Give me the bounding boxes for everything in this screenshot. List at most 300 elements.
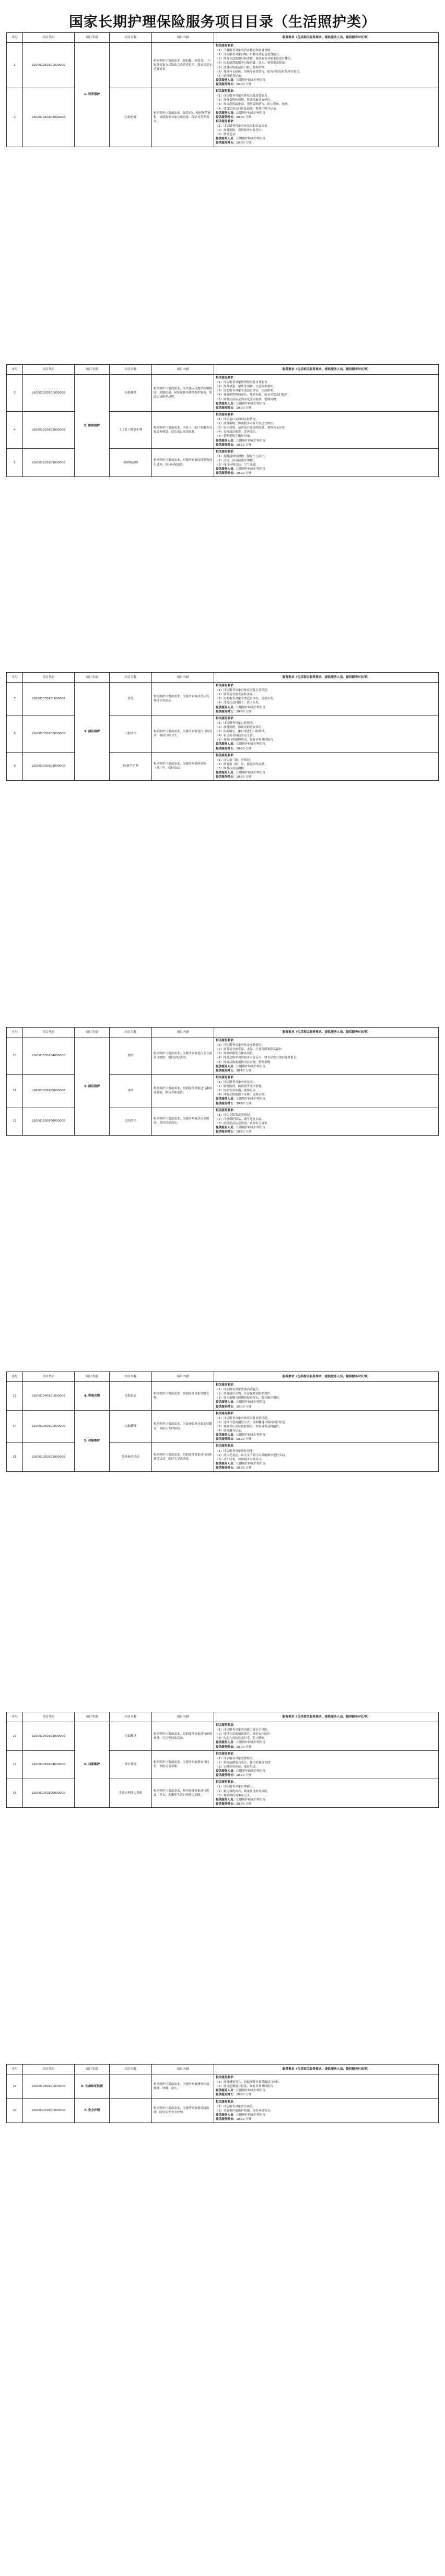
- table-row: [7, 752, 439, 781]
- requirements-heading: 相关服务要求：: [216, 1384, 237, 1387]
- row-index: 17: [7, 1750, 23, 1779]
- header-row: [7, 1028, 439, 1037]
- requirements-heading: 相关服务要求：: [216, 376, 237, 379]
- header-name: 项目名称: [110, 2065, 152, 2074]
- requirement-meta-label: 提供服务时长：: [216, 1466, 237, 1470]
- requirement-item: （6）观察有无呛咳、误吸等异常情况，如有异常及时处理并报告。: [216, 70, 302, 74]
- requirement-meta: [216, 467, 437, 471]
- requirement-meta-label: 提供服务人员：: [216, 771, 237, 775]
- item-code: LS0001010101000000: [23, 43, 75, 88]
- requirement-item: （3）定时检查体位，保持舒适。: [216, 1765, 259, 1769]
- requirement-meta-value: 20-30 分钟: [236, 115, 252, 119]
- requirement-meta-value: 长期照护师或护理员等: [236, 1770, 266, 1773]
- catalog-page: [6, 1027, 439, 1136]
- requirement-meta: [216, 1740, 437, 1745]
- requirement-meta: [216, 406, 437, 410]
- requirement-meta: [216, 1065, 437, 1069]
- item-code: LS0001010102000000: [23, 88, 75, 147]
- requirement-meta-label: 提供服务人员：: [216, 1098, 237, 1101]
- header-content: 项目内涵: [152, 1712, 214, 1722]
- requirement-item: （3）修剪后清洁用物。: [216, 767, 247, 770]
- requirement-item: （3）取下便袋，清洁造口及周围皮肤，观察有无异常。: [216, 426, 288, 430]
- header-category: 项目类别: [75, 1712, 110, 1722]
- requirement-meta-value: 10-20 分钟: [236, 1438, 252, 1441]
- requirement-meta-label: 提供服务人员：: [216, 1462, 237, 1465]
- requirement-meta-value: 10-20 分钟: [236, 2117, 252, 2121]
- requirement-item: （3）观察受压部位皮肤情况，如有异常及时报告。: [216, 1425, 282, 1428]
- item-name: 洗发: [110, 683, 152, 715]
- item-name: 生活自理能力训练: [110, 1779, 152, 1808]
- requirements-heading: 相关服务要求：: [216, 120, 237, 123]
- service-requirements: [214, 2098, 439, 2123]
- header-content: 项目内涵: [152, 365, 214, 375]
- requirement-meta: [216, 1462, 437, 1466]
- requirement-meta: [216, 1437, 437, 1441]
- item-code: LS0001050103000000: [23, 1722, 75, 1751]
- item-content: 根据照护计划或需求，协助服务对象进行淋浴或盆浴，保持身体清洁。: [152, 1074, 214, 1107]
- requirement-item: （1）评估指（趾）甲情况。: [216, 758, 253, 762]
- item-category: 7. 安全护理: [75, 2098, 110, 2123]
- requirement-meta: [216, 1773, 437, 1778]
- item-content: 根据照护计划或需求，为失能人员提供如厕协助、便器使用、尿垫更换等排泄照护服务，帮助完成排泄过程。: [152, 375, 214, 412]
- header-row: [7, 33, 439, 43]
- requirement-meta-label: 提供服务时长：: [216, 1405, 237, 1409]
- requirement-item: （4）协助或帮助服务对象进食、饮水，观察进食情况。: [216, 62, 288, 65]
- requirement-meta-value: 长期照护师或护理员等: [236, 111, 266, 115]
- row-index: 4: [7, 411, 23, 448]
- requirements-heading: 相关服务要求：: [216, 684, 237, 687]
- item-name: [110, 2098, 152, 2123]
- catalog-page: [6, 32, 439, 147]
- requirement-item: （2）选择合适的辅助器具，做好安全防护。: [216, 1733, 273, 1736]
- item-content: 根据照护计划或需求，为有人工肛门的服务对象更换便袋，清洁造口周围皮肤。: [152, 411, 214, 448]
- requirement-meta: [216, 78, 437, 82]
- requirement-meta-value: 长期照护师或护理员等: [236, 1098, 266, 1101]
- requirement-meta-value: 10-20 分钟: [236, 776, 252, 779]
- table-row: [7, 43, 439, 88]
- requirement-item: （2）选择合适的翻身方式，协助翻身并保持体位舒适。: [216, 1421, 288, 1424]
- table-row: [7, 375, 439, 412]
- requirement-meta-label: 提供服务人员：: [216, 402, 237, 406]
- row-index: 11: [7, 1074, 23, 1107]
- requirements-heading: 相关服务要求：: [216, 1445, 237, 1448]
- requirement-item: （3）保持环境清洁、空气流通。: [216, 463, 259, 467]
- requirement-item: （1）评估会阴部皮肤情况。: [216, 1113, 253, 1117]
- requirement-meta-value: 长期照护师或护理员等: [236, 78, 266, 82]
- requirement-item: （5）排泄后清洁会阴部及肛周皮肤，整理用物。: [216, 398, 279, 401]
- requirement-meta-value: 长期照护师或护理员等: [236, 706, 266, 709]
- requirement-item: （2）调节适宜的室温、水温，注意保暖和隐私保护。: [216, 1048, 285, 1052]
- row-index: 3: [7, 375, 23, 412]
- requirements-heading: 相关服务要求：: [216, 1108, 237, 1112]
- item-name: 协助排泄: [110, 375, 152, 412]
- catalog-table: [6, 1712, 439, 1808]
- requirement-item: （1）评估服务对象排泄情况及自理能力。: [216, 381, 271, 385]
- requirement-meta-label: 提供服务时长：: [216, 776, 237, 779]
- requirement-meta-value: 10-20 分钟: [236, 2093, 252, 2097]
- item-code: LS0001040101000000: [23, 1382, 75, 1411]
- service-requirements: [214, 1037, 439, 1075]
- row-index: 16: [7, 1722, 23, 1751]
- requirement-meta-label: 提供服务时长：: [216, 710, 237, 713]
- requirements-heading: 相关服务要求：: [216, 1752, 237, 1756]
- catalog-table: [6, 1372, 439, 1472]
- row-index: 15: [7, 1443, 23, 1472]
- requirement-meta-label: 提供服务时长：: [216, 1802, 237, 1806]
- requirement-item: （5）观察口腔黏膜情况，如有异常及时报告。: [216, 738, 276, 742]
- requirement-meta-value: 长期照护师或护理员等: [236, 1065, 266, 1068]
- requirement-meta: [216, 137, 437, 141]
- requirement-meta-label: 提供服务时长：: [216, 443, 237, 447]
- requirement-meta-value: 长期照护师或护理员等: [236, 402, 266, 406]
- header-code: 项目代码: [23, 673, 75, 683]
- catalog-table: [6, 672, 439, 781]
- requirement-item: （3）协助完成转移或行走，防止跌倒。: [216, 1737, 267, 1740]
- requirement-meta-value: 长期照护师或护理员等: [236, 439, 266, 443]
- requirement-item: （1）评估服务对象身体状况及进食能力。: [216, 94, 271, 98]
- requirements-heading: 相关服务要求：: [216, 717, 237, 720]
- requirement-meta: [216, 115, 437, 120]
- service-requirements: [214, 375, 439, 412]
- item-code: LS0001030106000000: [23, 1107, 75, 1136]
- requirement-item: （5）进食后协助清洁口腔，整理用物。: [216, 66, 267, 69]
- row-index: 1: [7, 43, 23, 88]
- requirement-meta-label: 提供服务人员：: [216, 111, 237, 115]
- item-code: LS0001060101000000: [23, 2074, 75, 2099]
- requirements-heading: 相关服务要求：: [216, 450, 237, 454]
- requirement-meta: [216, 747, 437, 751]
- item-name: 指/趾甲护理: [110, 752, 152, 781]
- requirement-meta-value: 10-20 分钟: [236, 747, 252, 750]
- requirement-meta: [216, 1130, 437, 1134]
- requirement-meta-value: 长期照护师或护理员等: [236, 1434, 266, 1437]
- header-requirements: 服务要求（包括相关服务要求、提供服务人员、提供服务时长等）: [214, 673, 439, 683]
- requirement-meta-label: 提供服务时长：: [216, 2117, 237, 2121]
- requirement-item: （2）做好防滑、防跌倒等安全措施。: [216, 1085, 265, 1089]
- service-requirements: [214, 1750, 439, 1779]
- requirement-meta: [216, 2113, 437, 2117]
- header-category: 项目类别: [75, 1372, 110, 1382]
- requirement-meta-value: 30-60 分钟: [236, 1069, 252, 1072]
- service-requirements: [214, 1410, 439, 1443]
- requirement-meta-label: 提供服务人员：: [216, 1770, 237, 1773]
- item-name: 协助翻身: [110, 1410, 152, 1443]
- requirement-meta: [216, 439, 437, 443]
- requirement-meta-label: 提供服务人员：: [216, 1434, 237, 1437]
- requirement-item: （2）准备清洁衣物，注意保暖和隐私保护。: [216, 1392, 273, 1396]
- header-category: 项目类别: [75, 2065, 110, 2074]
- requirement-meta: [216, 710, 437, 714]
- requirement-meta: [216, 471, 437, 475]
- item-code: LS0001050101000000: [23, 1410, 75, 1443]
- item-category: 1. 营养照护: [75, 43, 110, 147]
- requirement-item: （2）按规范测量并记录，如有异常及时报告。: [216, 2085, 276, 2089]
- requirement-meta-value: 长期照护师或护理员等: [236, 771, 266, 775]
- requirement-item: （2）准备食物和用物，协助采取适宜体位。: [216, 99, 273, 102]
- requirement-item: （2）准备便器、尿垫等用物，注意保护隐私。: [216, 385, 276, 389]
- requirements-heading: 相关服务要求：: [216, 413, 237, 416]
- item-code: LS0001030105000000: [23, 1074, 75, 1107]
- table-row: [7, 1382, 439, 1411]
- requirement-item: （1）评估服务对象口腔情况。: [216, 721, 256, 725]
- catalog-page: [6, 2064, 439, 2123]
- table-row: [7, 88, 439, 147]
- requirement-meta-label: 提供服务时长：: [216, 747, 237, 750]
- requirement-meta: [216, 1802, 437, 1806]
- row-index: 14: [7, 1410, 23, 1443]
- requirement-meta-label: 提供服务时长：: [216, 115, 237, 119]
- header-content: 项目内涵: [152, 673, 214, 683]
- requirement-meta-label: 提供服务人员：: [216, 1401, 237, 1404]
- requirement-item: （1）评估服务对象肢体功能。: [216, 1449, 256, 1453]
- requirement-item: （1）评估服务对象活动能力及安全风险。: [216, 1728, 271, 1732]
- requirement-item: （5）整理用物并做好记录。: [216, 435, 253, 438]
- requirement-item: （2）准备用物，协助采取适宜体位。: [216, 725, 265, 729]
- requirement-meta: [216, 2093, 437, 2097]
- row-index: 8: [7, 715, 23, 752]
- header-requirements: 服务要求（包括相关服务要求、提供服务人员、提供服务时长等）: [214, 1712, 439, 1722]
- requirement-meta-value: 10-30 分钟: [236, 1745, 252, 1749]
- requirement-meta-label: 提供服务时长：: [216, 1774, 237, 1778]
- requirement-item: （1）评估服务对象安全风险。: [216, 2105, 256, 2108]
- item-name: 体位摆放: [110, 1750, 152, 1779]
- requirement-meta-label: 提供服务人员：: [216, 78, 237, 82]
- header-name: 项目名称: [110, 1028, 152, 1037]
- item-name: [110, 2074, 152, 2099]
- item-name: 沐浴: [110, 1074, 152, 1107]
- item-content: 根据照护计划或需求，为服务对象清洗头发，保持头发清洁。: [152, 683, 214, 715]
- item-content: 根据照护计划或需求，为服务对象测量体温、脉搏、呼吸、血压。: [152, 2074, 214, 2099]
- requirement-item: （1）了解服务对象的营养状态和饮食习惯。: [216, 49, 273, 53]
- item-content: 根据照护计划或需求，为服务对象提供防跌倒、防坠床等安全护理。: [152, 2098, 214, 2123]
- item-name: 擦浴: [110, 1037, 152, 1075]
- requirement-meta: [216, 111, 437, 115]
- item-content: 根据照护计划或需求，协助服务对象进行肢体被动活动，维持关节活动度。: [152, 1443, 214, 1472]
- requirement-meta-value: 20-30 分钟: [236, 1802, 252, 1806]
- header-index: 序号: [7, 673, 23, 683]
- requirement-item: （1）评估服务对象身体状况及皮肤情况。: [216, 1416, 271, 1420]
- requirement-meta-value: 10-30 分钟: [236, 141, 252, 145]
- item-content: 根据照护计划或需求（如鼻饲），按照规范流程，协助服务对象完成进食，保证其营养需求。: [152, 88, 214, 147]
- header-row: [7, 1372, 439, 1382]
- header-index: 序号: [7, 1028, 23, 1037]
- requirement-meta: [216, 141, 437, 145]
- header-row: [7, 365, 439, 375]
- requirement-item: （4）进食后清洁口腔及面部，整理用物并记录。: [216, 107, 279, 111]
- requirement-item: （3）观察训练效果并记录。: [216, 1794, 253, 1797]
- item-name: 协助更衣: [110, 1382, 152, 1411]
- requirement-meta: [216, 82, 437, 87]
- requirement-item: （2）按规范摆放良肢位，使用软枕等支撑。: [216, 1761, 273, 1764]
- requirement-item: （1）评估服务对象肢体活动能力。: [216, 1388, 262, 1392]
- item-code: LS0001030102000000: [23, 715, 75, 752]
- requirement-meta-value: 30-60 分钟: [236, 1102, 252, 1105]
- item-code: LS0001050104000000: [23, 1750, 75, 1779]
- requirement-meta-value: 10-30 分钟: [236, 406, 252, 410]
- header-code: 项目代码: [23, 1028, 75, 1037]
- item-content: 根据照护计划或需求，为服务对象摆放良肢位，预防关节挛缩。: [152, 1750, 214, 1779]
- catalog-page: [6, 672, 439, 781]
- requirement-meta-value: 10-20 分钟: [236, 1774, 252, 1778]
- requirements-heading: 相关服务要求：: [216, 1724, 237, 1727]
- item-code: LS0001030101000000: [23, 683, 75, 715]
- requirement-meta-label: 提供服务时长：: [216, 2093, 237, 2097]
- row-index: 2: [7, 88, 23, 147]
- requirement-meta: [216, 443, 437, 447]
- requirement-meta-value: 10-20 分钟: [236, 443, 252, 447]
- item-name: 口腔清洁: [110, 715, 152, 752]
- service-requirements: [214, 88, 439, 147]
- requirement-item: （1）评估服务对象身体状况和饮食需求。: [216, 124, 271, 128]
- service-requirements: [214, 1779, 439, 1808]
- row-index: 18: [7, 1779, 23, 1808]
- requirement-meta-label: 提供服务人员：: [216, 137, 237, 141]
- header-category: 项目类别: [75, 1028, 110, 1037]
- requirement-meta: [216, 1769, 437, 1773]
- requirement-item: （2）清洁、消毒便器等用物。: [216, 459, 256, 462]
- service-requirements: [214, 715, 439, 752]
- requirement-meta-value: 长期照护师或护理员等: [236, 1401, 266, 1404]
- item-category: 2. 排泄照护: [75, 375, 110, 477]
- requirements-heading: 相关服务要求：: [216, 2076, 237, 2079]
- item-name: 协助移动: [110, 1722, 152, 1751]
- header-code: 项目代码: [23, 1712, 75, 1722]
- item-category: 3. 清洁照护: [75, 683, 110, 781]
- requirement-item: （1）评估服务对象身体状况及头发情况。: [216, 689, 271, 693]
- requirement-meta-value: 20-30 分钟: [236, 82, 252, 86]
- requirement-meta-label: 提供服务时长：: [216, 1069, 237, 1072]
- requirements-heading: 相关服务要求：: [216, 754, 237, 757]
- item-code: LS0001070101000000: [23, 2098, 75, 2123]
- requirement-meta-label: 提供服务人员：: [216, 706, 237, 709]
- header-category: 项目类别: [75, 365, 110, 375]
- catalog-page: [6, 1712, 439, 1808]
- requirement-item: （3）按顺序擦洗身体各部位。: [216, 1052, 256, 1056]
- item-code: LS0001020102000000: [23, 411, 75, 448]
- requirement-meta-label: 提供服务时长：: [216, 472, 237, 475]
- header-category: 项目类别: [75, 673, 110, 683]
- header-index: 序号: [7, 2065, 23, 2074]
- header-name: 项目名称: [110, 365, 152, 375]
- requirement-item: （2）制定训练内容，循序渐进指导训练。: [216, 1790, 271, 1793]
- requirement-meta: [216, 775, 437, 779]
- row-index: 13: [7, 1382, 23, 1411]
- requirement-item: （4）做好翻身记录。: [216, 1429, 244, 1433]
- requirement-item: （3）按规范清洁会阴部，观察有无异常。: [216, 1122, 271, 1125]
- header-content: 项目内涵: [152, 1028, 214, 1037]
- requirement-meta: [216, 1745, 437, 1749]
- service-requirements: [214, 1107, 439, 1136]
- service-requirements: [214, 683, 439, 715]
- page-title: 国家长期护理保险服务项目目录（生活照护类）: [69, 14, 376, 30]
- requirement-meta-label: 提供服务时长：: [216, 1130, 237, 1134]
- table-row: [7, 1443, 439, 1472]
- header-code: 项目代码: [23, 365, 75, 375]
- requirement-item: （2）准备用物，观察服务对象反应。: [216, 129, 265, 133]
- table-row: [7, 715, 439, 752]
- requirement-meta-label: 提供服务时长：: [216, 1745, 237, 1749]
- header-name: 项目名称: [110, 33, 152, 43]
- requirement-item: （4）更换清洁便袋，妥善固定。: [216, 431, 259, 434]
- requirement-item: （3）准备合适的餐具和食物，协助服务对象采取适宜体位。: [216, 57, 294, 61]
- requirements-heading: 相关服务要求：: [216, 1076, 237, 1079]
- catalog-table: [6, 1027, 439, 1136]
- requirement-meta-value: 长期照护师或护理员等: [236, 1798, 266, 1802]
- table-row: [7, 1410, 439, 1443]
- item-name: 会阴清洁: [110, 1107, 152, 1136]
- requirement-meta: [216, 706, 437, 710]
- header-requirements: 服务要求（包括相关服务要求、提供服务人员、提供服务时长等）: [214, 1028, 439, 1037]
- item-category: 4. 穿脱衣物: [75, 1382, 110, 1411]
- requirement-meta-value: 长期照护师或护理员等: [236, 1462, 266, 1465]
- item-content: 根据照护计划或需求（如助餐、吃饭等），与服务对象方式协助完成营养供给，保证其基本营养需求。: [152, 43, 214, 88]
- requirement-meta-label: 提供服务时长：: [216, 82, 237, 86]
- requirement-meta-value: 长期照护师或护理员等: [236, 2113, 266, 2117]
- item-category: 5. 功能维护: [75, 1410, 110, 1471]
- item-content: 根据照护计划或需求，指导服务对象进行进食、穿衣、洗漱等生活自理能力训练。: [152, 1779, 214, 1808]
- requirement-item: （3）协助刷牙、漱口或进行口腔擦拭。: [216, 730, 267, 734]
- table-row: [7, 1107, 439, 1136]
- requirement-meta-value: 长期照护师或护理员等: [236, 137, 266, 141]
- row-index: 7: [7, 683, 23, 715]
- header-name: 项目名称: [110, 673, 152, 683]
- requirement-meta-label: 提供服务人员：: [216, 2113, 237, 2117]
- header-code: 项目代码: [23, 2065, 75, 2074]
- item-code: LS0001030103000000: [23, 752, 75, 781]
- requirement-item: （1）评估服务对象身体及皮肤情况。: [216, 1044, 265, 1047]
- requirement-meta-value: 长期照护师或护理员等: [236, 1126, 266, 1130]
- header-content: 项目内涵: [152, 1372, 214, 1382]
- table-row: [7, 1750, 439, 1779]
- item-name: 肢体被动活动: [110, 1443, 152, 1472]
- header-row: [7, 2065, 439, 2074]
- requirement-meta-label: 提供服务人员：: [216, 1741, 237, 1745]
- service-requirements: [214, 2074, 439, 2099]
- requirement-meta-value: 长期照护师或护理员等: [236, 2089, 266, 2093]
- requirement-item: （2）修剪指（趾）甲，避免损伤皮肤。: [216, 762, 267, 766]
- service-requirements: [214, 411, 439, 448]
- requirement-item: （1）评估服务对象身体状况。: [216, 1080, 256, 1084]
- requirement-item: （1）及时清理排泄物，做好个人防护。: [216, 455, 267, 458]
- item-code: LS0001020103000000: [23, 448, 75, 477]
- requirement-item: （3）做好记录。: [216, 133, 238, 137]
- item-content: 根据照护计划或需求，为服务对象清洁会阴部，保持局部清洁。: [152, 1107, 214, 1136]
- requirement-item: （4）沐浴后协助擦干身体、更换衣物。: [216, 1093, 267, 1097]
- header-name: 项目名称: [110, 1712, 152, 1722]
- requirement-meta: [216, 1433, 437, 1437]
- requirement-item: （1）评估服务对象自理能力。: [216, 1785, 256, 1789]
- service-requirements: [214, 1722, 439, 1751]
- header-index: 序号: [7, 33, 23, 43]
- item-category: 6. 生命体征监测: [75, 2074, 110, 2099]
- requirements-heading: 相关服务要求：: [216, 1039, 237, 1042]
- requirement-meta-label: 提供服务人员：: [216, 1065, 237, 1068]
- requirement-item: （3）协助完成沐浴，观察反应。: [216, 1089, 259, 1093]
- requirement-meta-value: 长期照护师或护理员等: [236, 743, 266, 746]
- service-requirements: [214, 1443, 439, 1472]
- requirement-meta-value: 20-30 分钟: [236, 1466, 252, 1470]
- table-row: [7, 1779, 439, 1808]
- requirements-heading: 相关服务要求：: [216, 44, 237, 47]
- item-content: 根据照护计划或需求，为服务对象进行口腔清洁，保持口腔卫生。: [152, 715, 214, 752]
- requirement-item: （2）评估服务对象吞咽、咀嚼等功能及进食能力。: [216, 53, 282, 57]
- requirement-meta-label: 提供服务人员：: [216, 468, 237, 471]
- header-index: 序号: [7, 365, 23, 375]
- table-row: [7, 1037, 439, 1075]
- header-requirements: 服务要求（包括相关服务要求、提供服务人员、提供服务时长等）: [214, 1372, 439, 1382]
- item-code: LS0001050102000000: [23, 1443, 75, 1472]
- item-content: 根据照护计划或需求，对服务对象的排泄物进行处理，保持环境清洁。: [152, 448, 214, 477]
